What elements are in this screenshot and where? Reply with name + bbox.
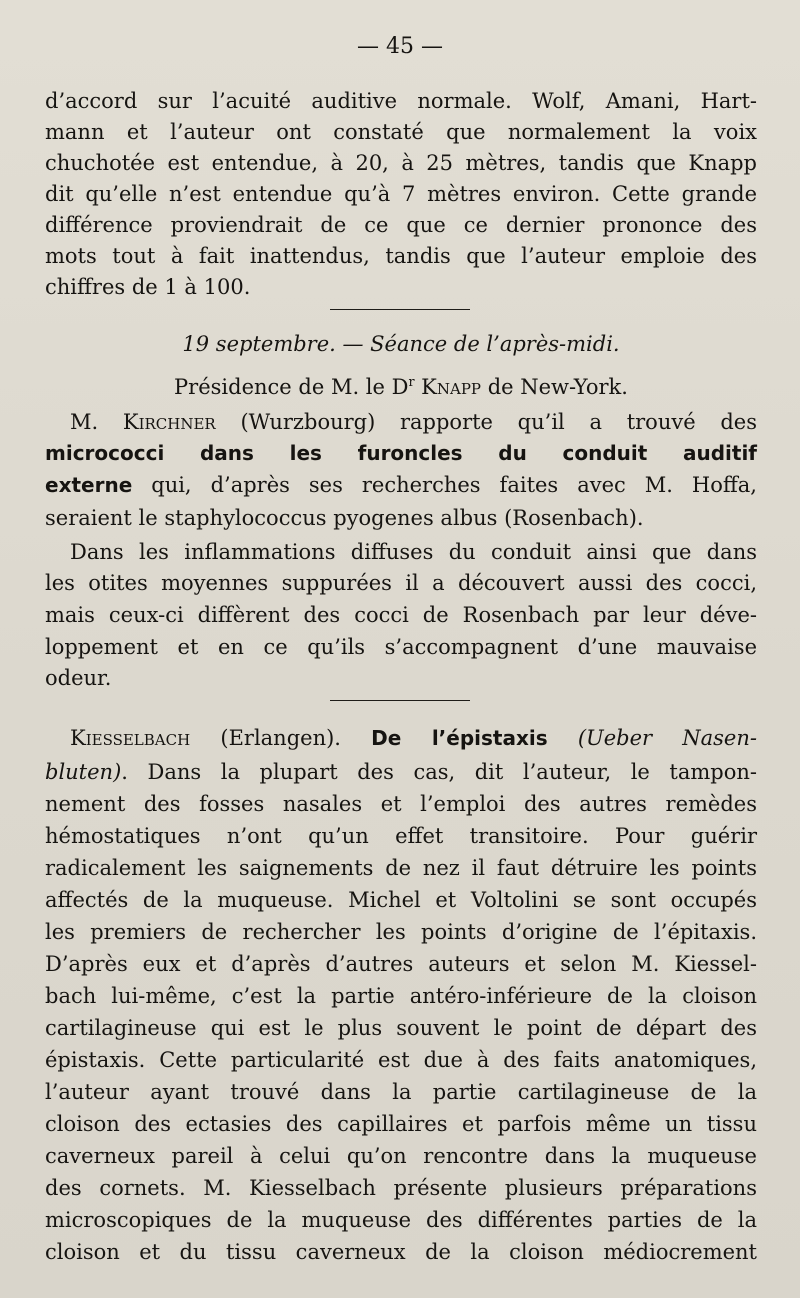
text-line: nement des fosses nasales et l’emploi des autres remèdes [45,792,757,816]
text-line: bach lui-même, c’est la partie antéro-inférieure de la cloison [45,984,757,1008]
text-line: cartilagineuse qui est le plus souvent le point de départ des [45,1016,757,1040]
kiesselbach-line-2: bluten). Dans la plupart des cas, dit l’auteur, le tampon- [45,760,757,784]
article-title-german-end: bluten) [45,760,122,784]
kiesselbach-line-1: Kiesselbach (Erlangen). De l’épistaxis (Ueber Nasen- [70,726,757,750]
text-line: des cornets. M. Kiesselbach présente plusieurs préparations [45,1176,757,1200]
text-line: microscopiques de la muqueuse des différentes parties de la [45,1208,757,1232]
text-line: mann et l’auteur ont constaté que normalement la voix [45,120,757,144]
text-line: d’accord sur l’acuité auditive normale. Wolf, Amani, Hart- [45,89,757,113]
presidency-line [45,367,757,402]
author-name: Kiesselbach [70,726,191,750]
text-line: les otites moyennes suppurées il a découvert aussi des cocci, [45,571,757,595]
text-line: chuchotée est entendue, à 20, à 25 mètres, tandis que Knapp [45,151,757,175]
text-line: radicalement les saignements de nez il faut détruire les points [45,856,757,880]
page-number: — 45 — [357,34,443,59]
kirchner-line-3: externe qui, d’après ses recherches faites avec M. Hoffa, [45,473,757,497]
text-line: épistaxis. Cette particularité est due à des faits anatomiques, [45,1048,757,1072]
article-title: micrococci dans les furoncles du conduit auditif [45,441,757,465]
presidency-text: Présidence de M. le D [174,375,409,399]
text-line: seraient le staphylococcus pyogenes albus (Rosenbach). [45,506,644,530]
text-line: mais ceux-ci diffèrent des cocci de Rosenbach par leur déve- [45,603,757,627]
session-heading: 19 septembre. — Séance de l’après-midi. [182,332,620,356]
text-line: dit qu’elle n’est entendue qu’à 7 mètres environ. Cette grande [45,182,757,206]
article-title: De l’épistaxis [371,726,548,750]
article-title-german: (Ueber Nasen- [547,726,757,750]
text-line: loppement et en ce qu’ils s’accompagnent d’une mauvaise [45,635,757,659]
text-line: caverneux pareil à celui qu’on rencontre dans la muqueuse [45,1144,757,1168]
text-line: chiffres de 1 à 100. [45,275,251,299]
text-line: cloison et du tissu caverneux de la cloison médiocrement [45,1240,757,1264]
section-divider [330,700,470,701]
text-line: mots tout à fait inattendus, tandis que l’auteur emploie des [45,244,757,268]
text-line: affectés de la muqueuse. Michel et Voltolini se sont occupés [45,888,757,912]
text-line: différence proviendrait de ce que ce dernier prononce des [45,213,757,237]
author-name: Kirchner [122,410,216,434]
section-divider [330,309,470,310]
text-line: D’après eux et d’après d’autres auteurs et selon M. Kiessel- [45,952,757,976]
text-line: les premiers de rechercher les points d’origine de l’épitaxis. [45,920,757,944]
text-line: hémostatiques n’ont qu’un effet transitoire. Pour guérir [45,824,757,848]
text-line: odeur. [45,666,112,690]
article-title-end: externe [45,473,133,497]
kirchner-line-1: M. Kirchner (Wurzbourg) rapporte qu’il a trouvé des [70,410,757,434]
text-line: l’auteur ayant trouvé dans la partie cartilagineuse de la [45,1080,757,1104]
presidency-place: de New-York. [481,375,628,399]
text-line: Dans les inflammations diffuses du conduit ainsi que dans [70,540,757,564]
text-line: cloison des ectasies des capillaires et parfois même un tissu [45,1112,757,1136]
dr-superscript: r [408,374,415,389]
president-name: Knapp [421,375,482,399]
